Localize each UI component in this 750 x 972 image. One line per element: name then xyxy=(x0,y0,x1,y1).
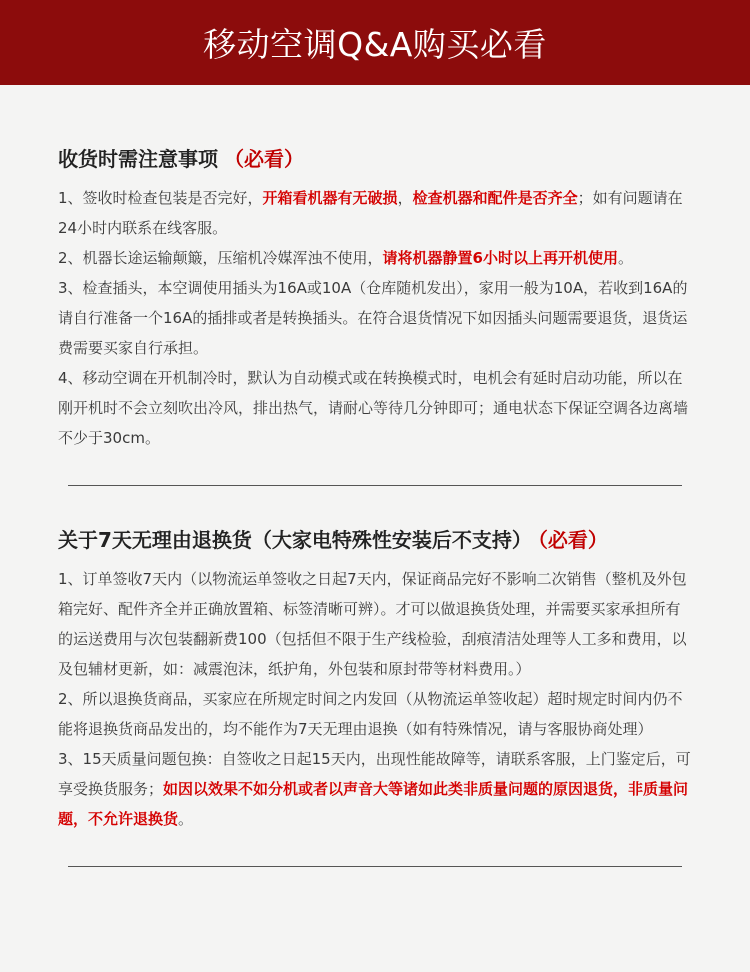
page-title: 移动空调Q&A购买必看 xyxy=(203,25,547,64)
note-text: ， xyxy=(397,189,413,207)
note-text: 3、15天质量问题包换：自签收之日起15天内，出现性能故障等，请联系客服，上门鉴定后，可享受换货服务； xyxy=(58,750,691,798)
section-divider xyxy=(68,485,682,486)
must-read-label: （必看） xyxy=(537,528,608,552)
note-highlight: 开箱看机器有无破损 xyxy=(262,189,398,207)
section-title-text: 收货时需注意事项 xyxy=(58,147,218,171)
note-paragraph xyxy=(58,564,692,684)
note-text: 2、所以退换货商品，买家应在所规定时间之内发回（从物流运单签收起）超时规定时间内仍不能将退换货商品发出的，均不能作为7天无理由退换（如有特殊情况，请与客服协商处理） xyxy=(58,690,683,738)
note-paragraph xyxy=(58,363,692,453)
note-paragraph xyxy=(58,273,692,363)
note-text: 4、移动空调在开机制冷时，默认为自动模式或在转换模式时，电机会有延时启动功能，所以在刚开机时不会立刻吹出冷风，排出热气，请耐心等待几分钟即可；通电状态下保证空调各边离墙不少于30cm。 xyxy=(58,369,689,447)
note-highlight: 请将机器静置6小时以上再开机使用 xyxy=(382,249,618,267)
content xyxy=(58,85,692,867)
must-read-label: （必看） xyxy=(224,147,304,171)
note-text: ；如有问题请在24小时内联系在线客服。 xyxy=(58,189,683,237)
note-text: 2、机器长途运输颠簸，压缩机冷媒浑浊不使用， xyxy=(58,249,383,267)
note-text: 1、订单签收7天内（以物流运单签收之日起7天内，保证商品完好不影响二次销售（整机及外包箱完好、配件齐全并正确放置箱、标签清晰可辨）。才可以做退换货处理，并需要买家承担所有的运送费用与次包装翻新费100（包括但不限于生产线检验，刮痕清洁处理等人工多和费用，以及包辅材更新，如：减震泡沫，纸护角，外包装和原封带等材料费用。） xyxy=(58,570,687,678)
note-highlight: 检查机器和配件是否齐全 xyxy=(412,189,578,207)
note-text: 3、检查插头，本空调使用插头为16A或10A（仓库随机发出），家用一般为10A，若收到16A的请自行准备一个16A的插排或者是转换插头。在符合退货情况下如因插头问题需要退货，退货运费需要买家自行承担。 xyxy=(58,279,688,357)
note-paragraph xyxy=(58,684,692,744)
section-title-text: 关于7天无理由退换货（大家电特殊性安装后不支持） xyxy=(58,528,532,552)
receiving-notes xyxy=(58,183,692,453)
return-policy-notes xyxy=(58,564,692,834)
note-paragraph xyxy=(58,243,692,273)
note-text: 。 xyxy=(618,249,634,267)
note-text: 。 xyxy=(178,810,194,828)
section-title-return-policy xyxy=(58,526,692,554)
note-paragraph xyxy=(58,744,692,834)
note-text: 1、签收时检查包装是否完好， xyxy=(58,189,263,207)
note-paragraph xyxy=(58,183,692,243)
section-title-receiving xyxy=(58,145,692,173)
header-banner xyxy=(0,0,750,85)
section-divider xyxy=(68,866,682,867)
note-highlight: 如因以效果不如分机或者以声音大等诸如此类非质量问题的原因退货，非质量问题，不允许退换货 xyxy=(58,780,689,828)
